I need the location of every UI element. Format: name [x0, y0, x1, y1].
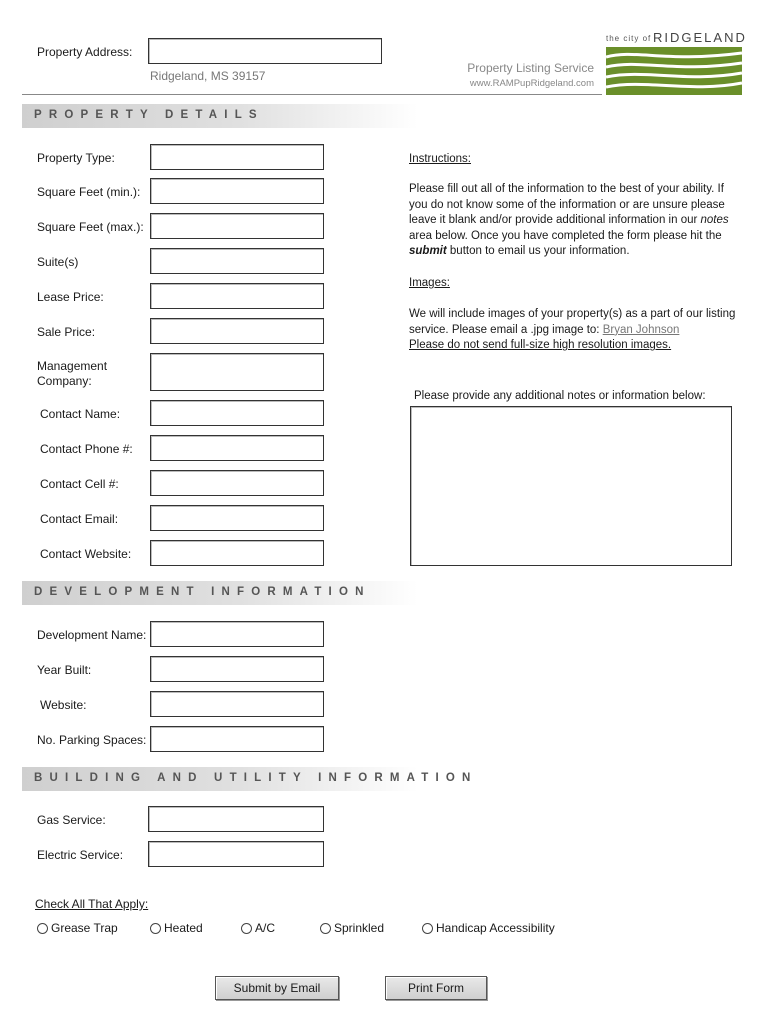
- square-feet-min-input[interactable]: [150, 178, 324, 204]
- images-line3: Please do not send full-size high resolution images.: [409, 339, 672, 352]
- square-feet-max-label: Square Feet (max.):: [37, 220, 144, 234]
- grease-trap-option[interactable]: [37, 921, 118, 935]
- print-form-button[interactable]: Print Form: [385, 976, 487, 1000]
- electric-service-input[interactable]: [148, 841, 324, 867]
- property-type-label: Property Type:: [37, 151, 115, 165]
- logo-prefix: the city of: [606, 34, 652, 43]
- lease-price-input[interactable]: [150, 283, 324, 309]
- instructions-line1: Please fill out all of the information to the best of your ability. If: [409, 183, 724, 195]
- property-details-title: PROPERTY DETAILS: [34, 109, 264, 121]
- development-name-label: Development Name:: [37, 628, 147, 642]
- management-company-label-line2: Company:: [37, 374, 92, 388]
- ac-radio-icon[interactable]: [241, 923, 252, 934]
- contact-email-input[interactable]: [150, 505, 324, 531]
- city-state-zip: Ridgeland, MS 39157: [150, 69, 266, 83]
- handicap-radio-icon[interactable]: [422, 923, 433, 934]
- contact-cell-input[interactable]: [150, 470, 324, 496]
- notes-label: Please provide any additional notes or information below:: [414, 390, 706, 402]
- building-utility-title: BUILDING AND UTILITY INFORMATION: [34, 772, 478, 784]
- electric-service-label: Electric Service:: [37, 848, 124, 862]
- handicap-label: Handicap Accessibility: [436, 921, 555, 935]
- sprinkled-option[interactable]: [320, 921, 384, 935]
- parking-spaces-label: No. Parking Spaces:: [37, 733, 147, 747]
- contact-email-label: Contact Email:: [40, 512, 119, 526]
- handicap-option[interactable]: [422, 921, 555, 935]
- heated-radio-icon[interactable]: [150, 923, 161, 934]
- sale-price-input[interactable]: [150, 318, 324, 344]
- instructions-text: [409, 182, 754, 260]
- notes-textarea[interactable]: [410, 406, 732, 566]
- suites-input[interactable]: [150, 248, 324, 274]
- instructions-line4: area below. Once you have completed the form please hit the: [409, 229, 722, 242]
- header-divider: [22, 94, 602, 95]
- contact-website-label: Contact Website:: [40, 547, 132, 561]
- contact-website-input[interactable]: [150, 540, 324, 566]
- images-line2-start: service. Please email a .jpg image to:: [409, 323, 603, 336]
- property-details-band: [22, 104, 418, 128]
- contact-phone-label: Contact Phone #:: [40, 442, 133, 456]
- instructions-line5: [409, 244, 754, 260]
- sprinkled-radio-icon[interactable]: [320, 923, 331, 934]
- sale-price-label: Sale Price:: [37, 325, 96, 339]
- bryan-johnson-email-link[interactable]: Bryan Johnson: [602, 323, 680, 336]
- ridgeland-logo: [606, 30, 747, 96]
- development-website-input[interactable]: [150, 691, 324, 717]
- images-line1: We will include images of your property(s) as a part of our listing: [409, 308, 736, 320]
- logo-name: RIDGELAND: [653, 30, 747, 45]
- instructions-line3-start: leave it blank and/or provide additional information in our: [409, 214, 701, 227]
- sprinkled-label: Sprinkled: [334, 921, 385, 935]
- contact-cell-label: Contact Cell #:: [40, 477, 119, 491]
- logo-waves-icon: [606, 47, 742, 95]
- management-company-input[interactable]: [150, 353, 324, 391]
- grease-trap-label: Grease Trap: [51, 921, 118, 935]
- year-built-label: Year Built:: [37, 663, 92, 677]
- contact-phone-input[interactable]: [150, 435, 324, 461]
- suites-label: Suite(s): [37, 255, 79, 269]
- square-feet-min-label: Square Feet (min.):: [37, 185, 141, 199]
- ac-option[interactable]: [241, 921, 275, 935]
- building-utility-band: [22, 767, 478, 791]
- images-line2: [409, 323, 754, 339]
- property-address-label: Property Address:: [37, 45, 133, 59]
- heated-label: Heated: [164, 921, 203, 935]
- images-text: [409, 307, 754, 354]
- parking-spaces-input[interactable]: [150, 726, 324, 752]
- lease-price-label: Lease Price:: [37, 290, 104, 304]
- heated-option[interactable]: [150, 921, 203, 935]
- development-name-input[interactable]: [150, 621, 324, 647]
- development-information-band: [22, 581, 418, 605]
- service-name: Property Listing Service: [467, 61, 594, 75]
- service-website: www.RAMPupRidgeland.com: [469, 78, 594, 89]
- grease-trap-radio-icon[interactable]: [37, 923, 48, 934]
- management-company-label-line1: Management: [37, 359, 108, 373]
- year-built-input[interactable]: [150, 656, 324, 682]
- instructions-line2: you do not know some of the information or are unsure please: [409, 198, 725, 211]
- ac-label: A/C: [255, 921, 276, 935]
- property-type-input[interactable]: [150, 144, 324, 170]
- check-all-heading: Check All That Apply:: [35, 897, 149, 911]
- submit-emphasis: submit: [409, 245, 447, 258]
- instructions-line3: [409, 213, 754, 229]
- development-information-title: DEVELOPMENT INFORMATION: [34, 586, 371, 598]
- instructions-heading: Instructions:: [409, 153, 471, 165]
- square-feet-max-input[interactable]: [150, 213, 324, 239]
- contact-name-input[interactable]: [150, 400, 324, 426]
- development-website-label: Website:: [40, 698, 87, 712]
- notes-emphasis: notes: [700, 214, 729, 227]
- property-address-input[interactable]: [148, 38, 382, 64]
- contact-name-label: Contact Name:: [40, 407, 121, 421]
- images-heading: Images:: [409, 277, 450, 289]
- gas-service-label: Gas Service:: [37, 813, 106, 827]
- gas-service-input[interactable]: [148, 806, 324, 832]
- instructions-line5-rest: button to email us your information.: [446, 245, 630, 258]
- submit-by-email-button[interactable]: Submit by Email: [215, 976, 339, 1000]
